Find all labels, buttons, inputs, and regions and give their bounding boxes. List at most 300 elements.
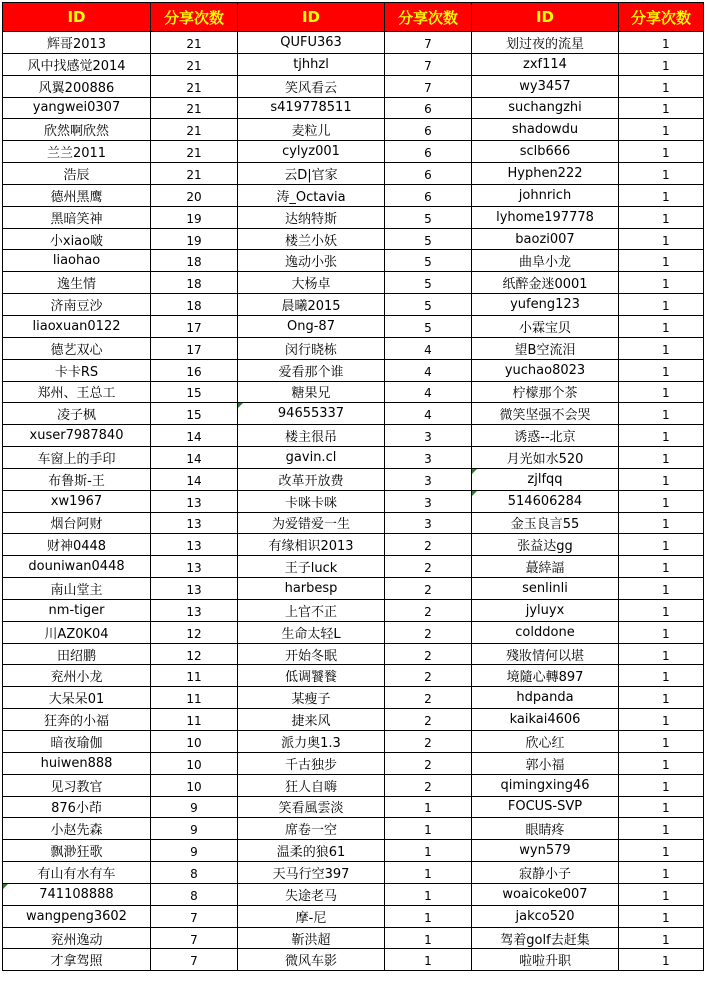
id-cell[interactable]: 派力奥1.3 <box>238 731 385 753</box>
id-cell[interactable]: 黑暗笑神 <box>3 206 151 228</box>
share-count-cell[interactable]: 9 <box>151 818 238 840</box>
table-row <box>3 818 704 840</box>
table-row <box>3 250 704 272</box>
id-cell[interactable]: 有缘相识2013 <box>238 534 385 556</box>
share-count-cell[interactable]: 1 <box>619 97 704 119</box>
id-cell[interactable]: 天马行空397 <box>238 862 385 884</box>
id-cell[interactable]: 741108888 <box>3 883 151 905</box>
id-cell[interactable]: jyluyx <box>472 599 619 621</box>
id-cell[interactable]: johnrich <box>472 184 619 206</box>
id-cell[interactable]: 见习教官 <box>3 774 151 796</box>
id-cell[interactable]: lyhome197778 <box>472 206 619 228</box>
id-cell[interactable]: 蕞緈諨 <box>472 556 619 578</box>
share-count-cell[interactable]: 4 <box>385 337 472 359</box>
id-cell[interactable]: baozi007 <box>472 228 619 250</box>
id-cell[interactable]: wy3457 <box>472 75 619 97</box>
share-count-cell[interactable]: 11 <box>151 687 238 709</box>
id-cell[interactable]: zjlfqq <box>472 468 619 490</box>
id-cell[interactable]: 麦粒儿 <box>238 119 385 141</box>
share-count-cell[interactable]: 21 <box>151 75 238 97</box>
id-cell[interactable]: 某瘦子 <box>238 687 385 709</box>
share-count-cell[interactable]: 1 <box>619 578 704 600</box>
share-count-cell[interactable]: 2 <box>385 774 472 796</box>
id-cell[interactable]: 风中找感觉2014 <box>3 53 151 75</box>
share-count-cell[interactable]: 1 <box>619 731 704 753</box>
share-count-cell[interactable]: 5 <box>385 228 472 250</box>
table-row <box>3 425 704 447</box>
share-count-cell[interactable]: 13 <box>151 534 238 556</box>
id-cell[interactable]: 微风车影 <box>238 949 385 971</box>
id-cell[interactable]: 笑看風雲淡 <box>238 796 385 818</box>
share-count-cell[interactable]: 2 <box>385 643 472 665</box>
share-count-cell[interactable]: 21 <box>151 53 238 75</box>
id-cell[interactable]: 小赵先森 <box>3 818 151 840</box>
share-count-cell[interactable]: 1 <box>619 381 704 403</box>
id-cell[interactable]: 楼主很吊 <box>238 425 385 447</box>
id-cell[interactable]: 王子luck <box>238 556 385 578</box>
id-cell[interactable]: 诱惑--北京 <box>472 425 619 447</box>
id-cell[interactable]: 小xiao啵 <box>3 228 151 250</box>
share-count-cell[interactable]: 1 <box>385 796 472 818</box>
share-count-cell[interactable]: 1 <box>619 272 704 294</box>
share-count-cell[interactable]: 5 <box>385 250 472 272</box>
share-count-cell[interactable]: 7 <box>151 927 238 949</box>
header-share-count-2[interactable]: 分享次数 <box>385 3 472 32</box>
id-cell[interactable]: 布鲁斯-王 <box>3 468 151 490</box>
id-cell[interactable]: 小霖宝贝 <box>472 315 619 337</box>
table-row <box>3 228 704 250</box>
table-row <box>3 840 704 862</box>
id-cell[interactable]: colddone <box>472 621 619 643</box>
id-cell[interactable]: 郑州、王总工 <box>3 381 151 403</box>
id-cell[interactable]: 郭小福 <box>472 752 619 774</box>
share-count-cell[interactable]: 2 <box>385 578 472 600</box>
table-row <box>3 883 704 905</box>
table-row <box>3 752 704 774</box>
id-cell[interactable]: 卡咪卡咪 <box>238 490 385 512</box>
id-cell[interactable]: Ong-87 <box>238 315 385 337</box>
id-cell[interactable]: 车窗上的手印 <box>3 447 151 469</box>
share-count-cell[interactable]: 13 <box>151 556 238 578</box>
table-row <box>3 294 704 316</box>
share-count-cell[interactable]: 1 <box>619 796 704 818</box>
id-cell[interactable]: 低调饕餮 <box>238 665 385 687</box>
share-count-cell[interactable]: 5 <box>385 294 472 316</box>
share-count-cell[interactable]: 8 <box>151 862 238 884</box>
id-cell[interactable]: 暗夜瑜伽 <box>3 731 151 753</box>
id-cell[interactable]: douniwan0448 <box>3 556 151 578</box>
share-count-cell[interactable]: 1 <box>619 337 704 359</box>
table-row <box>3 381 704 403</box>
share-count-cell[interactable]: 17 <box>151 337 238 359</box>
id-cell[interactable]: liaoxuan0122 <box>3 315 151 337</box>
id-cell[interactable]: 为爱错爱一生 <box>238 512 385 534</box>
id-cell[interactable]: shadowdu <box>472 119 619 141</box>
id-cell[interactable]: 田绍鹏 <box>3 643 151 665</box>
id-cell[interactable]: wyn579 <box>472 840 619 862</box>
id-cell[interactable]: liaohao <box>3 250 151 272</box>
share-count-cell[interactable]: 14 <box>151 425 238 447</box>
share-count-cell[interactable]: 6 <box>385 97 472 119</box>
share-count-cell[interactable]: 1 <box>619 534 704 556</box>
id-cell[interactable]: 南山堂主 <box>3 578 151 600</box>
table-row <box>3 163 704 185</box>
share-count-cell[interactable]: 1 <box>619 468 704 490</box>
table-row <box>3 184 704 206</box>
share-count-cell[interactable]: 1 <box>619 206 704 228</box>
share-count-cell[interactable]: 21 <box>151 119 238 141</box>
table-row <box>3 621 704 643</box>
id-cell[interactable]: sclb666 <box>472 141 619 163</box>
id-cell[interactable]: yuchao8023 <box>472 359 619 381</box>
share-count-cell[interactable]: 3 <box>385 490 472 512</box>
id-cell[interactable]: 514606284 <box>472 490 619 512</box>
share-count-cell[interactable]: 1 <box>619 687 704 709</box>
share-count-cell[interactable]: 21 <box>151 32 238 54</box>
id-cell[interactable]: 驾着golf去赶集 <box>472 927 619 949</box>
id-cell[interactable]: 德州黑鹰 <box>3 184 151 206</box>
id-cell[interactable]: 涛_Octavia <box>238 184 385 206</box>
share-count-cell[interactable]: 1 <box>619 862 704 884</box>
share-count-cell[interactable]: 1 <box>619 512 704 534</box>
id-cell[interactable]: qimingxing46 <box>472 774 619 796</box>
table-row <box>3 512 704 534</box>
id-cell[interactable]: cylyz001 <box>238 141 385 163</box>
share-count-cell[interactable]: 18 <box>151 250 238 272</box>
header-id-2[interactable]: ID <box>238 3 385 32</box>
id-cell[interactable]: huiwen888 <box>3 752 151 774</box>
id-cell[interactable]: 飘渺狂歌 <box>3 840 151 862</box>
share-count-cell[interactable]: 1 <box>385 883 472 905</box>
table-row <box>3 578 704 600</box>
id-cell[interactable]: xuser7987840 <box>3 425 151 447</box>
share-count-cell[interactable]: 1 <box>619 403 704 425</box>
share-count-cell[interactable]: 7 <box>151 905 238 927</box>
share-count-cell[interactable]: 16 <box>151 359 238 381</box>
share-count-cell[interactable]: 13 <box>151 490 238 512</box>
share-count-cell[interactable]: 1 <box>619 163 704 185</box>
share-count-cell[interactable]: 1 <box>619 818 704 840</box>
share-count-cell[interactable]: 4 <box>385 359 472 381</box>
id-cell[interactable]: QUFU363 <box>238 32 385 54</box>
id-cell[interactable]: 川AZ0K04 <box>3 621 151 643</box>
id-cell[interactable]: 济南豆沙 <box>3 294 151 316</box>
id-cell[interactable]: 兖州小龙 <box>3 665 151 687</box>
id-cell[interactable]: 闵行晓栋 <box>238 337 385 359</box>
id-cell[interactable]: 笑风看云 <box>238 75 385 97</box>
share-count-cell[interactable]: 21 <box>151 141 238 163</box>
table-row <box>3 206 704 228</box>
header-id-1[interactable]: ID <box>3 3 151 32</box>
id-cell[interactable]: 境隨心轉897 <box>472 665 619 687</box>
share-count-cell[interactable]: 15 <box>151 381 238 403</box>
share-count-cell[interactable]: 18 <box>151 294 238 316</box>
id-cell[interactable]: 开始冬眠 <box>238 643 385 665</box>
header-id-3[interactable]: ID <box>472 3 619 32</box>
table-row <box>3 97 704 119</box>
id-cell[interactable]: woaicoke007 <box>472 883 619 905</box>
id-cell[interactable]: 生命太轻L <box>238 621 385 643</box>
id-cell[interactable]: harbesp <box>238 578 385 600</box>
share-count-cell[interactable]: 13 <box>151 599 238 621</box>
id-cell[interactable]: senlinli <box>472 578 619 600</box>
id-cell[interactable]: 啦啦升职 <box>472 949 619 971</box>
share-count-cell[interactable]: 1 <box>619 752 704 774</box>
id-cell[interactable]: 狂奔的小福 <box>3 709 151 731</box>
id-cell[interactable]: 摩-尼 <box>238 905 385 927</box>
share-count-cell[interactable]: 6 <box>385 141 472 163</box>
share-count-cell[interactable]: 1 <box>619 119 704 141</box>
share-count-cell[interactable]: 19 <box>151 206 238 228</box>
share-count-cell[interactable]: 7 <box>385 53 472 75</box>
share-count-cell[interactable]: 4 <box>385 403 472 425</box>
share-count-cell[interactable]: 1 <box>619 490 704 512</box>
share-count-cell[interactable]: 1 <box>385 949 472 971</box>
id-cell[interactable]: yufeng123 <box>472 294 619 316</box>
id-cell[interactable]: 欣心红 <box>472 731 619 753</box>
id-cell[interactable]: nm-tiger <box>3 599 151 621</box>
share-count-cell[interactable]: 10 <box>151 774 238 796</box>
id-cell[interactable]: 柠檬那个茶 <box>472 381 619 403</box>
id-cell[interactable]: 有山有水有车 <box>3 862 151 884</box>
share-count-cell[interactable]: 5 <box>385 206 472 228</box>
id-cell[interactable]: 改革开放费 <box>238 468 385 490</box>
share-count-cell[interactable]: 2 <box>385 534 472 556</box>
id-cell[interactable]: kaikai4606 <box>472 709 619 731</box>
id-cell[interactable]: hdpanda <box>472 687 619 709</box>
share-count-cell[interactable]: 3 <box>385 468 472 490</box>
id-cell[interactable]: jakco520 <box>472 905 619 927</box>
id-cell[interactable]: Hyphen222 <box>472 163 619 185</box>
share-count-cell[interactable]: 12 <box>151 621 238 643</box>
id-cell[interactable]: 卡卡RS <box>3 359 151 381</box>
share-count-cell[interactable]: 1 <box>619 840 704 862</box>
share-count-cell[interactable]: 10 <box>151 731 238 753</box>
table-row <box>3 403 704 425</box>
share-count-cell[interactable]: 1 <box>619 665 704 687</box>
table-row <box>3 32 704 54</box>
table-row <box>3 927 704 949</box>
share-count-cell[interactable]: 5 <box>385 315 472 337</box>
share-count-cell[interactable]: 14 <box>151 468 238 490</box>
id-cell[interactable]: 财神0448 <box>3 534 151 556</box>
share-count-cell[interactable]: 7 <box>385 75 472 97</box>
id-cell[interactable]: 欣然啊欣然 <box>3 119 151 141</box>
id-cell[interactable]: 大呆呆01 <box>3 687 151 709</box>
table-row <box>3 731 704 753</box>
share-count-cell[interactable]: 12 <box>151 643 238 665</box>
table-row <box>3 599 704 621</box>
header-share-count-1[interactable]: 分享次数 <box>151 3 238 32</box>
table-row <box>3 337 704 359</box>
id-cell[interactable]: suchangzhi <box>472 97 619 119</box>
share-count-cell[interactable]: 1 <box>619 599 704 621</box>
share-count-cell[interactable]: 2 <box>385 731 472 753</box>
share-count-cell[interactable]: 13 <box>151 578 238 600</box>
share-count-cell[interactable]: 1 <box>619 359 704 381</box>
share-count-cell[interactable]: 11 <box>151 665 238 687</box>
id-cell[interactable]: 曲阜小龙 <box>472 250 619 272</box>
id-cell[interactable]: 辉哥2013 <box>3 32 151 54</box>
share-count-cell[interactable]: 9 <box>151 840 238 862</box>
share-count-cell[interactable]: 1 <box>619 250 704 272</box>
share-count-cell[interactable]: 1 <box>619 774 704 796</box>
share-count-cell[interactable]: 1 <box>619 294 704 316</box>
share-count-cell[interactable]: 3 <box>385 425 472 447</box>
share-count-cell[interactable]: 14 <box>151 447 238 469</box>
id-cell[interactable]: 风翼200886 <box>3 75 151 97</box>
share-count-cell[interactable]: 10 <box>151 752 238 774</box>
share-count-cell[interactable]: 9 <box>151 796 238 818</box>
id-cell[interactable]: 寂静小子 <box>472 862 619 884</box>
share-count-cell[interactable]: 17 <box>151 315 238 337</box>
share-count-cell[interactable]: 1 <box>619 141 704 163</box>
header-row <box>3 3 704 32</box>
id-cell[interactable]: FOCUS-SVP <box>472 796 619 818</box>
id-cell[interactable]: 张益达gg <box>472 534 619 556</box>
table-row <box>3 709 704 731</box>
header-share-count-3[interactable]: 分享次数 <box>619 3 704 32</box>
id-cell[interactable]: 爱看那个谁 <box>238 359 385 381</box>
id-cell[interactable]: 席卷一空 <box>238 818 385 840</box>
share-count-cell[interactable]: 1 <box>619 883 704 905</box>
id-cell[interactable]: 大杨卓 <box>238 272 385 294</box>
share-count-cell[interactable]: 3 <box>385 447 472 469</box>
share-count-cell[interactable]: 8 <box>151 883 238 905</box>
share-count-cell[interactable]: 1 <box>619 228 704 250</box>
share-count-cell[interactable]: 1 <box>619 709 704 731</box>
id-cell[interactable]: 达纳特斯 <box>238 206 385 228</box>
share-count-cell[interactable]: 2 <box>385 752 472 774</box>
id-cell[interactable]: 殘妝情何以堪 <box>472 643 619 665</box>
share-count-cell[interactable]: 1 <box>385 862 472 884</box>
share-count-cell[interactable]: 1 <box>619 949 704 971</box>
id-cell[interactable]: zxf114 <box>472 53 619 75</box>
id-cell[interactable]: 浩辰 <box>3 163 151 185</box>
share-count-cell[interactable]: 1 <box>619 905 704 927</box>
id-cell[interactable]: tjhhzl <box>238 53 385 75</box>
id-cell[interactable]: 94655337 <box>238 403 385 425</box>
table-row <box>3 359 704 381</box>
table-row <box>3 534 704 556</box>
id-cell[interactable]: 876小茚 <box>3 796 151 818</box>
id-cell[interactable]: 烟台阿财 <box>3 512 151 534</box>
id-cell[interactable]: 逸动小张 <box>238 250 385 272</box>
share-count-cell[interactable]: 2 <box>385 556 472 578</box>
id-cell[interactable]: xw1967 <box>3 490 151 512</box>
id-cell[interactable]: 划过夜的流星 <box>472 32 619 54</box>
id-cell[interactable]: 凌子枫 <box>3 403 151 425</box>
share-count-cell[interactable]: 2 <box>385 599 472 621</box>
share-count-cell[interactable]: 2 <box>385 621 472 643</box>
share-count-cell[interactable]: 3 <box>385 512 472 534</box>
table-row <box>3 905 704 927</box>
share-count-cell[interactable]: 1 <box>619 556 704 578</box>
share-count-cell[interactable]: 1 <box>385 905 472 927</box>
id-cell[interactable]: s419778511 <box>238 97 385 119</box>
share-count-cell[interactable]: 6 <box>385 119 472 141</box>
share-count-cell[interactable]: 11 <box>151 709 238 731</box>
table-row <box>3 75 704 97</box>
share-count-cell[interactable]: 1 <box>619 53 704 75</box>
id-cell[interactable]: 纸醉金迷0001 <box>472 272 619 294</box>
id-cell[interactable]: 温柔的狼61 <box>238 840 385 862</box>
id-cell[interactable]: 千古独步 <box>238 752 385 774</box>
table-row <box>3 272 704 294</box>
share-count-cell[interactable]: 1 <box>619 643 704 665</box>
share-count-cell[interactable]: 1 <box>385 818 472 840</box>
share-count-cell[interactable]: 1 <box>619 75 704 97</box>
id-cell[interactable]: 狂人自嗨 <box>238 774 385 796</box>
share-count-cell[interactable]: 1 <box>619 32 704 54</box>
id-cell[interactable]: 微笑坚强不会哭 <box>472 403 619 425</box>
share-count-cell[interactable]: 18 <box>151 272 238 294</box>
share-count-cell[interactable]: 21 <box>151 97 238 119</box>
share-count-cell[interactable]: 1 <box>385 840 472 862</box>
share-count-cell[interactable]: 19 <box>151 228 238 250</box>
id-cell[interactable]: gavin.cl <box>238 447 385 469</box>
share-count-cell[interactable]: 5 <box>385 272 472 294</box>
id-cell[interactable]: 糖果兄 <box>238 381 385 403</box>
share-count-cell[interactable]: 7 <box>151 949 238 971</box>
share-count-cell[interactable]: 1 <box>619 927 704 949</box>
share-count-cell[interactable]: 2 <box>385 687 472 709</box>
share-count-cell[interactable]: 6 <box>385 163 472 185</box>
share-count-cell[interactable]: 7 <box>385 32 472 54</box>
table-row <box>3 687 704 709</box>
table-row <box>3 447 704 469</box>
table-row <box>3 774 704 796</box>
id-cell[interactable]: 德艺双心 <box>3 337 151 359</box>
share-count-cell[interactable]: 1 <box>619 315 704 337</box>
id-cell[interactable]: 金玉良言55 <box>472 512 619 534</box>
id-cell[interactable]: 上官不正 <box>238 599 385 621</box>
table-row <box>3 490 704 512</box>
id-cell[interactable]: 才拿驾照 <box>3 949 151 971</box>
id-cell[interactable]: 楼兰小妖 <box>238 228 385 250</box>
share-count-cell[interactable]: 1 <box>385 927 472 949</box>
share-count-cell[interactable]: 20 <box>151 184 238 206</box>
share-count-cell[interactable]: 21 <box>151 163 238 185</box>
id-cell[interactable]: 靳洪超 <box>238 927 385 949</box>
share-count-cell[interactable]: 1 <box>619 184 704 206</box>
id-cell[interactable]: 云D|官家 <box>238 163 385 185</box>
share-count-cell[interactable]: 1 <box>619 425 704 447</box>
table-row <box>3 468 704 490</box>
share-count-cell[interactable]: 6 <box>385 184 472 206</box>
id-cell[interactable]: wangpeng3602 <box>3 905 151 927</box>
share-count-cell[interactable]: 1 <box>619 447 704 469</box>
table-row <box>3 315 704 337</box>
id-cell[interactable]: 月光如水520 <box>472 447 619 469</box>
share-count-cell[interactable]: 13 <box>151 512 238 534</box>
id-cell[interactable]: yangwei0307 <box>3 97 151 119</box>
id-cell[interactable]: 望B空流泪 <box>472 337 619 359</box>
id-cell[interactable]: 兖州逸动 <box>3 927 151 949</box>
share-count-cell[interactable]: 2 <box>385 709 472 731</box>
id-cell[interactable]: 眼睛疼 <box>472 818 619 840</box>
share-count-cell[interactable]: 2 <box>385 665 472 687</box>
id-cell[interactable]: 捷来风 <box>238 709 385 731</box>
table-row <box>3 949 704 971</box>
share-count-cell[interactable]: 4 <box>385 381 472 403</box>
share-count-cell[interactable]: 1 <box>619 621 704 643</box>
id-cell[interactable]: 逸生情 <box>3 272 151 294</box>
id-cell[interactable]: 晨曦2015 <box>238 294 385 316</box>
id-cell[interactable]: 兰兰2011 <box>3 141 151 163</box>
share-count-cell[interactable]: 15 <box>151 403 238 425</box>
id-cell[interactable]: 失途老马 <box>238 883 385 905</box>
